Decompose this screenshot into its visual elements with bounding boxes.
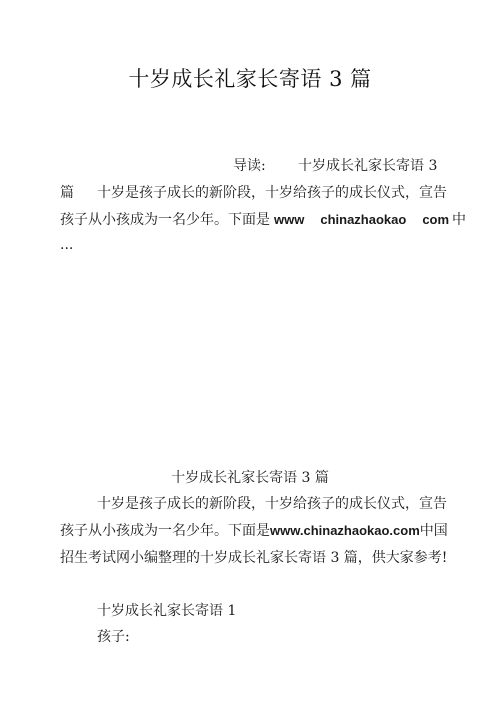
body-paragraph-line-2-end: 中国 xyxy=(419,523,448,539)
intro-line-2: 十岁是孩子成长的新阶段，十岁给孩子的成长仪式，宣告 xyxy=(97,185,447,201)
intro-line-2-start: 篇 xyxy=(60,185,74,201)
intro-ellipsis: ... xyxy=(60,237,74,253)
body-heading: 十岁成长礼家长寄语 3 篇 xyxy=(171,470,329,486)
body-paragraph-line-2 xyxy=(60,521,448,541)
intro-label: 导读: xyxy=(233,158,266,174)
intro-line-3-text: 孩子从小孩成为一名少年。下面是 xyxy=(60,212,270,228)
section-1-heading: 十岁成长礼家长寄语 1 xyxy=(97,603,237,619)
document-title: 十岁成长礼家长寄语 3 篇 xyxy=(128,67,372,91)
body-paragraph-line-3: 招生考试网小编整理的十岁成长礼家长寄语 3 篇，供大家参考! xyxy=(60,550,448,566)
intro-www: www xyxy=(274,212,305,227)
body-paragraph-line-2-text: 孩子从小孩成为一名少年。下面是 xyxy=(60,523,270,539)
intro-line-3 xyxy=(60,210,466,230)
intro-line-3-end: 中 xyxy=(452,212,467,228)
section-1-greeting: 孩子: xyxy=(97,629,130,645)
intro-line-1: 十岁成长礼家长寄语 3 xyxy=(298,158,438,174)
body-paragraph-line-1: 十岁是孩子成长的新阶段，十岁给孩子的成长仪式，宣告 xyxy=(97,496,447,512)
intro-domain: chinazhaokao xyxy=(320,212,407,227)
body-url: www.chinazhaokao.com xyxy=(270,523,420,538)
intro-com: com xyxy=(422,212,450,227)
